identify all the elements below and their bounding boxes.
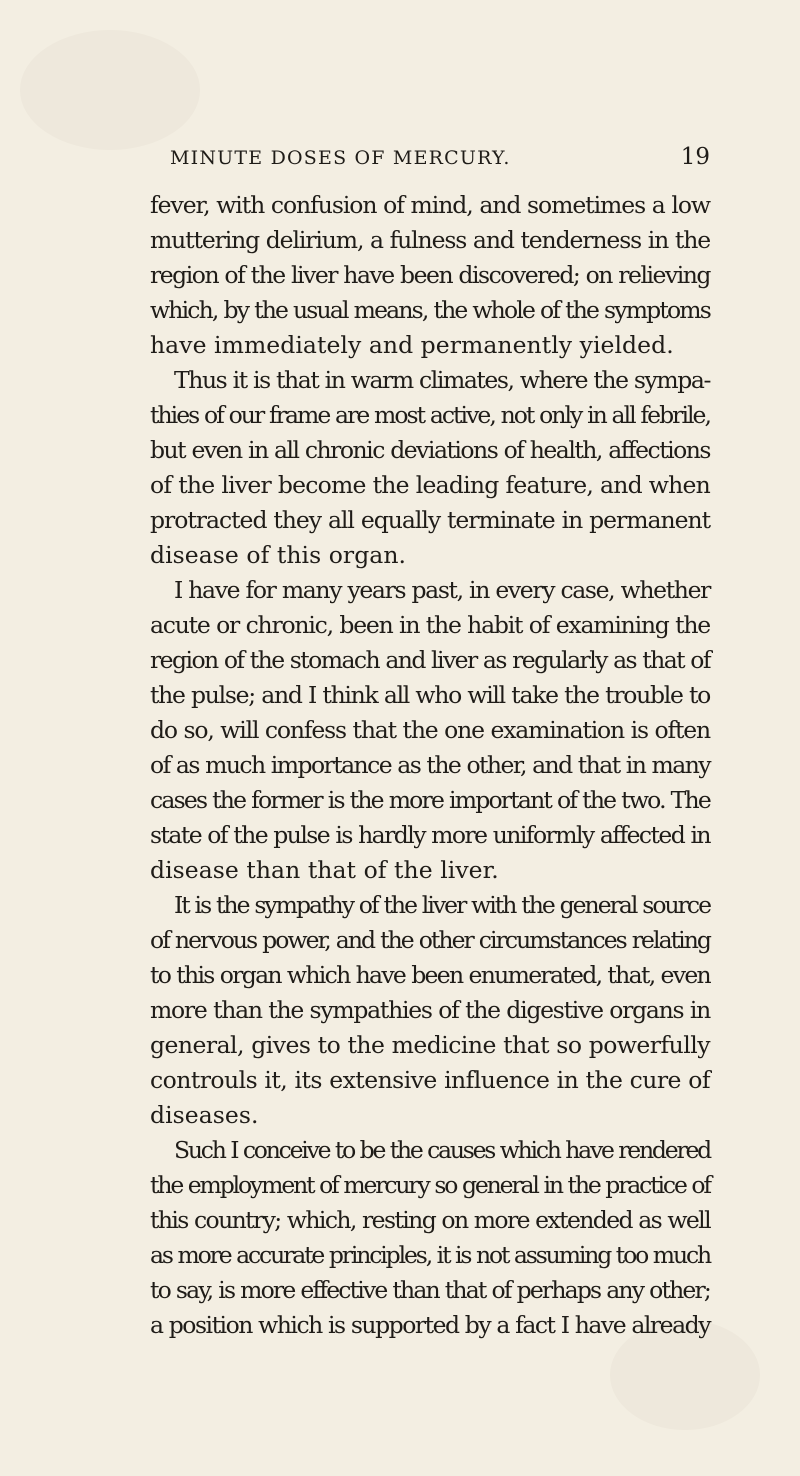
text-line: disease of this organ.	[150, 541, 407, 569]
text-line: of as much importance as the other, and that in many	[150, 751, 710, 779]
text-line: this country; which, resting on more extended as well	[150, 1206, 710, 1234]
text-line: the employment of mercury so general in the practice of	[150, 1171, 710, 1199]
text-line: cases the former is the more important of the two. The	[150, 786, 710, 814]
text-line: fever, with confusion of mind, and sometimes a low	[150, 191, 710, 219]
text-line: of the liver become the leading feature, and when	[150, 471, 710, 499]
text-line: state of the pulse is hardly more uniformly affected in	[150, 821, 710, 849]
text-line: disease than that of the liver.	[150, 856, 499, 884]
text-line: I have for many years past, in every case, whether	[174, 576, 710, 604]
text-line: to this organ which have been enumerated, that, even	[150, 961, 710, 989]
text-line: protracted they all equally terminate in permanent	[150, 506, 710, 534]
text-line: acute or chronic, been in the habit of examining the	[150, 611, 710, 639]
text-line: to say, is more effective than that of perhaps any other;	[150, 1276, 710, 1304]
text-line: a position which is supported by a fact I have already	[150, 1311, 710, 1339]
text-line: the pulse; and I think all who will take the trouble to	[150, 681, 710, 709]
text-line: more than the sympathies of the digestive organs in	[150, 996, 710, 1024]
text-line: have immediately and permanently yielded.	[150, 331, 674, 359]
text-line: muttering delirium, a fulness and tenderness in the	[150, 226, 710, 254]
text-line: but even in all chronic deviations of health, affections	[150, 436, 710, 464]
text-line: thies of our frame are most active, not only in all febrile,	[150, 401, 710, 429]
text-line: of nervous power, and the other circumstances relating	[150, 926, 710, 954]
text-line: Such I conceive to be the causes which have rendered	[174, 1136, 710, 1164]
text-line: general, gives to the medicine that so powerfully	[150, 1031, 710, 1059]
text-line: controuls it, its extensive influence in the cure of	[150, 1066, 710, 1094]
text-line: do so, will confess that the one examination is often	[150, 716, 710, 744]
running-head-title: MINUTE DOSES OF MERCURY.	[170, 147, 511, 169]
text-line: Thus it is that in warm climates, where the sympa-	[174, 366, 710, 394]
text-line: region of the liver have been discovered; on relieving	[150, 261, 710, 289]
text-line: which, by the usual means, the whole of the symptoms	[150, 296, 710, 324]
page-number: 19	[680, 144, 710, 170]
text-line: diseases.	[150, 1101, 259, 1129]
text-line: as more accurate principles, it is not assuming too much	[150, 1241, 710, 1269]
text-line: region of the stomach and liver as regularly as that of	[150, 646, 710, 674]
text-line: It is the sympathy of the liver with the general source	[174, 891, 710, 919]
